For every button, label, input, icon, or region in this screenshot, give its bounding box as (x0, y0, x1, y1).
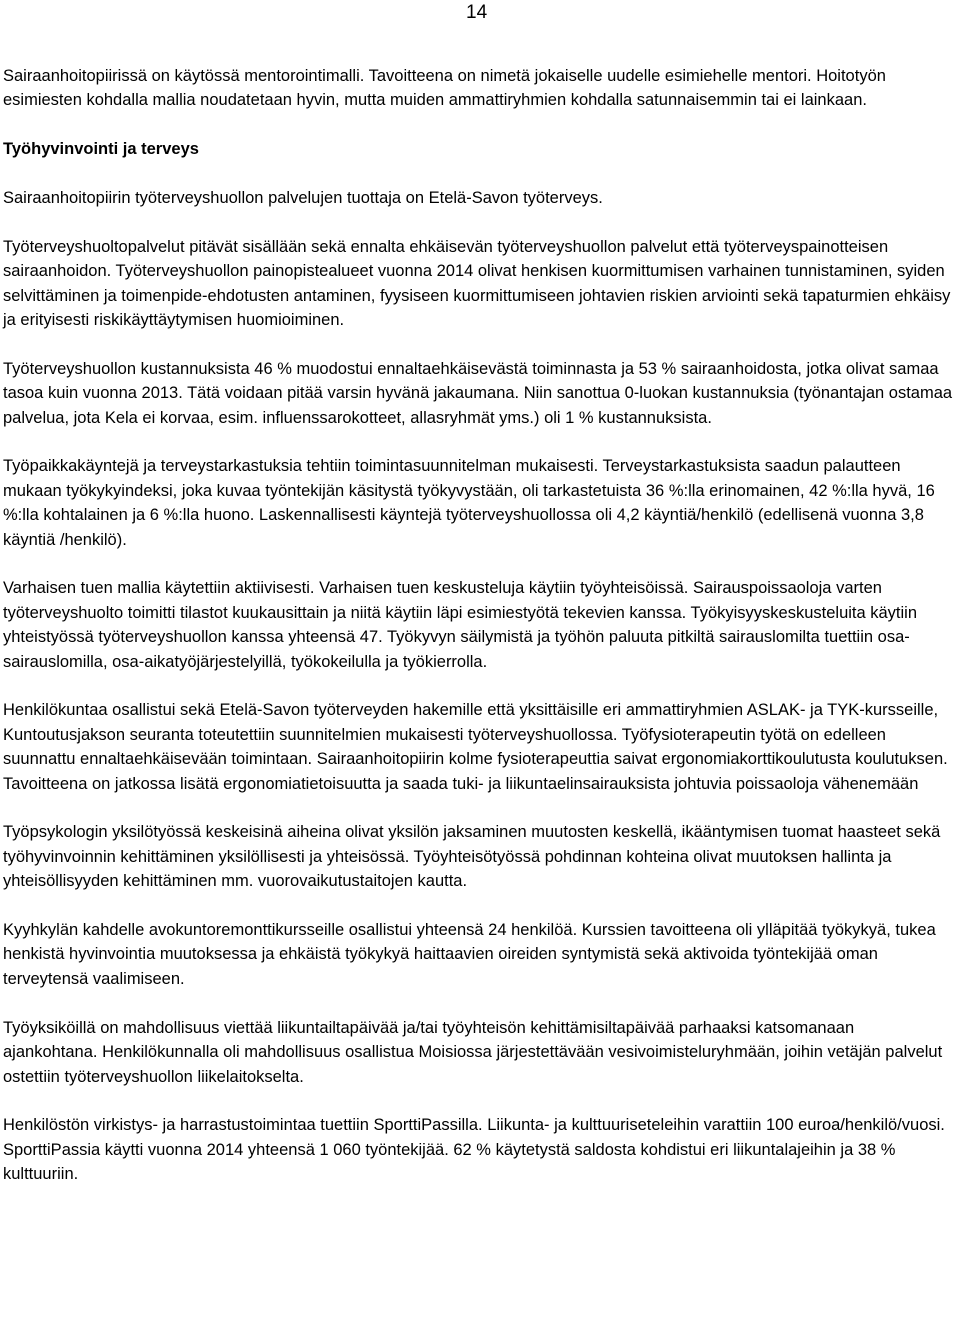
paragraph-kyyhkyla-courses: Kyyhkylän kahdelle avokuntoremonttikursseille osallistui yhteensä 24 henkilöä. Kurssien tavoitteena oli ylläpitää työkykyä, tukea henkistä hyvinvointia muutoksessa ja ehkäistä työkykyä haittaavien oireiden syntymistä sekä aktivoida työntekijää oman terveytensä vaalimiseen. (3, 921, 936, 988)
document-body (3, 64, 953, 1187)
paragraph-workplace-visits: Työpaikkakäyntejä ja terveystarkastuksia tehtiin toimintasuunnitelman mukaisesti. Terveystarkastuksista saadun palautteen mukaan työkykyindeksi, joka kuvaa työntekijän käsitystä työkyvystään, oli tarkastetuista 36 %:lla erinomainen, 42 %:lla hyvä, 16 %:lla kohtalainen ja 6 %:lla huono. Laskennallisesti käyntejä työterveyshuollossa oli 4,2 käyntiä/henkilö (edellisenä vuonna 3,8 käyntiä /henkilö). (3, 457, 935, 549)
paragraph-work-psychologist: Työpsykologin yksilötyössä keskeisinä aiheina olivat yksilön jaksaminen muutosten keskellä, ikääntymisen tuomat haasteet sekä työhyvinvoinnin kehittäminen yksilöllisesti ja yhteisössä. Työyhteisötyössä pohdinnan kohteina olivat muutoksen hallinta ja yhteisöllisyyden kehittäminen mm. vuorovaikutustaitojen kautta. (3, 823, 941, 891)
paragraph-rehabilitation-courses: Henkilökuntaa osallistui sekä Etelä-Savon työterveyden hakemille että yksittäisille eri ammattiryhmien ASLAK- ja TYK-kursseille, Kuntoutusjakson seuranta toteutettiin suunnitelmien mukaisesti työterveyshuollossa. Työfysioterapeutin työtä on edelleen suunnattu ennaltaehkäisevään toimintaan. Sairaanhoitopiirin kolme fysioterapeuttia saivat ergonomiakorttikoulutusta koulutuksen. Tavoitteena on jatkossa lisätä ergonomiatietoisuutta ja saada tuki- ja liikuntaelinsairauksista johtuvia poissaoloja vähenemään (3, 701, 948, 793)
paragraph-early-support: Varhaisen tuen mallia käytettiin aktiivisesti. Varhaisen tuen keskusteluja käytiin työyhteisöissä. Sairauspoissaoloja varten työterveyshuolto toimitti tilastot kuukausittain ja niitä käytiin läpi esimiestyötä tekevien kanssa. Työkyisyyskeskusteluita käytiin yhteistyössä työterveyshuollon kanssa yhteensä 47. Työkyvyn säilymistä ja työhön paluuta pitkiltä sairauslomilta tuettiin osa-sairauslomilla, osa-aikatyöjärjestelyillä, työkokeilulla ja työkierrolla. (3, 579, 918, 671)
paragraph-mentoring: Sairaanhoitopiirissä on käytössä mentorointimalli. Tavoitteena on nimetä jokaiselle uudelle esimiehelle mentori. Hoitotyön esimiesten kohdalla mallia noudatetaan hyvin, mutta muiden ammattiryhmien kohdalla satunnaisemmin tai ei lainkaan. (3, 67, 886, 110)
paragraph-occupational-health-provider: Sairaanhoitopiirin työterveyshuollon palvelujen tuottaja on Etelä-Savon työterveys. (3, 189, 603, 207)
paragraph-sporttipassi: Henkilöstön virkistys- ja harrastustoimintaa tuettiin SporttiPassilla. Liikunta- ja kulttuuriseteleihin varattiin 100 euroa/henkilö/vuosi. SporttiPassia käytti vuonna 2014 yhteensä 1 060 työntekijää. 62 % käytetystä saldosta kohdistui eri liikuntalajeihin ja 38 % kulttuuriin. (3, 1116, 945, 1184)
page-number: 14 (466, 2, 488, 23)
paragraph-recreation-days: Työyksiköillä on mahdollisuus viettää liikuntailtapäivää ja/tai työyhteisön kehittämisiltapäivää parhaaksi katsomanaan ajankohtana. Henkilökunnalla oli mahdollisuus osallistua Moisiossa järjestettävään vesivoimisteluryhmään, joihin vetäjän palvelut ostettiin työterveyshuollon liikelaitokselta. (3, 1018, 943, 1086)
paragraph-costs: Työterveyshuollon kustannuksista 46 % muodostui ennaltaehkäisevästä toiminnasta ja 53 % sairaanhoidosta, jotka olivat samaa tasoa kuin vuonna 2013. Tätä voidaan pitää varsin hyvänä jakaumana. Niin sanottua 0-luokan kustannuksia (työnantajan ostamaa palvelua, jota Kela ei korvaa, esim. influenssarokotteet, allasryhmät yms.) oli 1 % kustannuksista. (3, 359, 953, 427)
paragraph-occupational-health-services: Työterveyshuoltopalvelut pitävät sisällään sekä ennalta ehkäisevän työterveyshuollon palvelut että työterveyspainotteisen sairaanhoidon. Työterveyshuollon painopistealueet vuonna 2014 olivat henkisen kuormittumisen varhainen tunnistaminen, syiden selvittäminen ja toimenpide-ehdotusten antaminen, fyysiseen kuormittumiseen johtavien riskien arviointi sekä tapaturmien ehkäisy ja erityisesti riskikäyttäytymisen huomioiminen. (3, 237, 951, 330)
section-heading-wellbeing: Työhyvinvointi ja terveys (3, 140, 199, 159)
